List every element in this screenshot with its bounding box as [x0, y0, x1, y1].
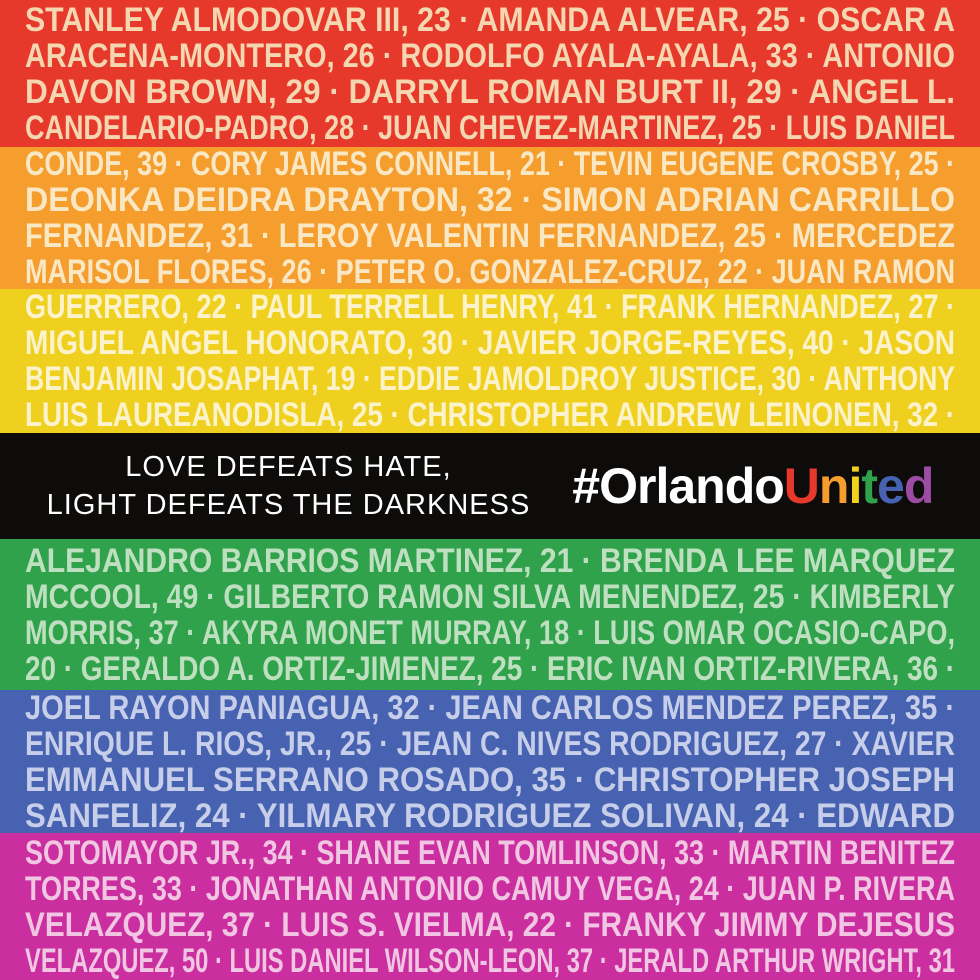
hashtag-prefix: #Orlando	[572, 458, 784, 514]
names-row	[25, 579, 955, 615]
victim-names-line: STANLEY ALMODOVAR III, 23 · AMANDA ALVEAR, 25 · OSCAR A	[25, 0, 955, 39]
stripe-yellow	[0, 289, 980, 433]
victim-names-line: BENJAMIN JOSAPHAT, 19 · EDDIE JAMOLDROY JUSTICE, 30 · ANTHONY	[25, 360, 955, 398]
stripe-blue	[0, 690, 980, 833]
victim-names-line: GUERRERO, 22 · PAUL TERRELL HENRY, 41 · FRANK HERNANDEZ, 27 ·	[25, 289, 955, 326]
names-row	[25, 182, 955, 218]
victim-names-line: EMMANUEL SERRANO ROSADO, 35 · CHRISTOPHER JOSEPH	[25, 760, 955, 799]
victim-names-line: JOEL RAYON PANIAGUA, 32 · JEAN CARLOS MENDEZ PEREZ, 35 ·	[25, 690, 955, 727]
names-row	[25, 762, 955, 798]
names-row	[25, 907, 955, 943]
victim-names-line: CONDE, 39 · CORY JAMES CONNELL, 21 · TEVIN EUGENE CROSBY, 25 ·	[25, 147, 955, 183]
hashtag-letter: d	[903, 458, 934, 514]
names-row	[25, 871, 955, 907]
hashtag-orlando-united	[572, 457, 933, 515]
black-banner	[0, 433, 980, 539]
hashtag-letter: e	[877, 458, 904, 514]
names-row	[25, 726, 955, 762]
names-row	[25, 218, 955, 254]
victim-names-line: VELAZQUEZ, 37 · LUIS S. VIELMA, 22 · FRANKY JIMMY DEJESUS	[25, 905, 955, 944]
names-row	[25, 690, 955, 726]
victim-names-line: DAVON BROWN, 29 · DARRYL ROMAN BURT II, 29 · ANGEL L.	[25, 72, 955, 111]
victim-names-line: ALEJANDRO BARRIOS MARTINEZ, 21 · BRENDA LEE MARQUEZ	[25, 541, 956, 580]
banner-quote-line1: LOVE DEFEATS HATE,	[125, 451, 452, 483]
victim-names-line: CANDELARIO-PADRO, 28 · JUAN CHEVEZ-MARTINEZ, 25 · LUIS DANIEL	[25, 108, 955, 147]
victim-names-line: TORRES, 33 · JONATHAN ANTONIO CAMUY VEGA, 24 · JUAN P. RIVERA	[25, 869, 955, 908]
names-row	[25, 147, 955, 182]
names-row	[25, 615, 955, 651]
victim-names-line: ARACENA-MONTERO, 26 · RODOLFO AYALA-AYALA, 33 · ANTONIO	[25, 36, 955, 75]
names-row	[25, 543, 955, 579]
victim-names-line: FERNANDEZ, 31 · LEROY VALENTIN FERNANDEZ, 25 · MERCEDEZ	[25, 217, 955, 255]
victim-names-line: MARISOL FLORES, 26 · PETER O. GONZALEZ-CRUZ, 22 · JUAN RAMON	[25, 253, 955, 289]
names-row	[25, 835, 955, 871]
names-row	[25, 74, 955, 110]
hashtag-letter: n	[818, 458, 849, 514]
names-row	[25, 798, 955, 834]
stripe-magenta	[0, 833, 980, 980]
names-row	[25, 325, 955, 361]
hashtag-letter: U	[783, 458, 819, 514]
names-row	[25, 38, 955, 74]
hashtag-letter: t	[861, 458, 877, 514]
victim-names-line: MIGUEL ANGEL HONORATO, 30 · JAVIER JORGE-REYES, 40 · JASON	[25, 324, 955, 362]
stripe-red	[0, 0, 980, 147]
names-row	[25, 361, 955, 397]
victim-names-line: DEONKA DEIDRA DRAYTON, 32 · SIMON ADRIAN CARRILLO	[25, 181, 955, 219]
names-row	[25, 943, 955, 979]
names-row	[25, 254, 955, 289]
names-row	[25, 289, 955, 325]
names-row	[25, 2, 955, 38]
banner-quote	[47, 448, 531, 524]
victim-names-line: LUIS LAUREANODISLA, 25 · CHRISTOPHER ANDREW LEINONEN, 32 ·	[25, 396, 955, 433]
victim-names-line: 20 · GERALDO A. ORTIZ-JIMENEZ, 25 · ERIC IVAN ORTIZ-RIVERA, 36 ·	[25, 649, 955, 688]
victim-names-line: VELAZQUEZ, 50 · LUIS DANIEL WILSON-LEON, 37 · JERALD ARTHUR WRIGHT, 31	[25, 941, 955, 980]
victim-names-line: SOTOMAYOR JR., 34 · SHANE EVAN TOMLINSON, 33 · MARTIN BENITEZ	[25, 833, 955, 872]
names-row	[25, 397, 955, 433]
names-row	[25, 110, 955, 146]
banner-quote-line2: LIGHT DEFEATS THE DARKNESS	[46, 489, 531, 521]
names-row	[25, 651, 955, 687]
hashtag-letter: i	[848, 458, 862, 514]
stripe-green	[0, 539, 980, 690]
victim-names-line: SANFELIZ, 24 · YILMARY RODRIGUEZ SOLIVAN, 24 · EDWARD	[25, 796, 955, 833]
victim-names-line: ENRIQUE L. RIOS, JR., 25 · JEAN C. NIVES RODRIGUEZ, 27 · XAVIER	[25, 724, 955, 763]
stripe-orange	[0, 147, 980, 289]
victim-names-line: MORRIS, 37 · AKYRA MONET MURRAY, 18 · LUIS OMAR OCASIO-CAPO,	[25, 613, 955, 652]
victim-names-line: MCCOOL, 49 · GILBERTO RAMON SILVA MENENDEZ, 25 · KIMBERLY	[25, 577, 956, 616]
